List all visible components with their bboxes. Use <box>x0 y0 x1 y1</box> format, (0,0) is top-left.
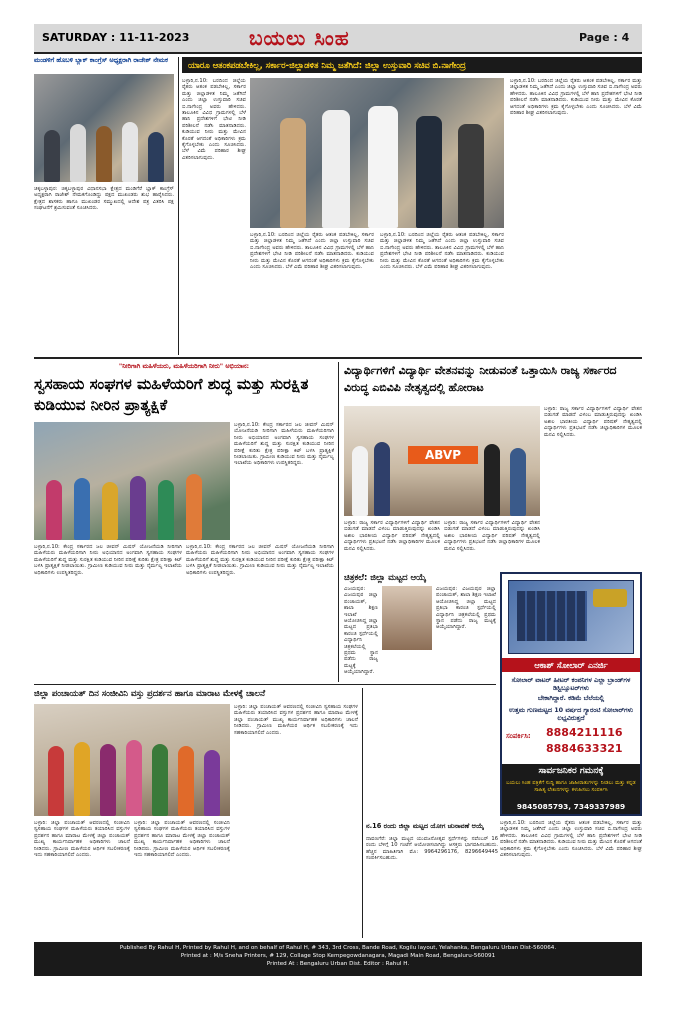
solar-advertisement <box>500 572 642 816</box>
water-body-col2: ಬಳ್ಳಾರಿ,ನ.10: ಕೇಂದ್ರ ಸರ್ಕಾರದ ಜಲ ಜೀವನ್ ಮಿಷನ್ ಯೋಜನೆಯಡಿ ನೀರಿಗಾಗಿ ಮಹಿಳೆಯರು ಮಹಿಳೆಯರಿಗಾಗಿ ನೀರು ಅಭಿಯಾನದ ಅಂಗವಾಗಿ ಸ್ವಸಹಾಯ ಸಂಘಗಳ ಮಹಿಳೆಯರಿಗೆ ಶುದ್ಧ ಮತ್ತು ಸುರಕ್ಷಿತ ಕುಡಿಯುವ ನೀರಿನ ಪರೀಕ್ಷೆ ಕುರಿತು ಕ್ಷೇತ್ರ ಪರೀಕ್ಷಾ ಕಿಟ್ ಬಳಸಿ ಪ್ರಾತ್ಯಕ್ಷಿಕೆ ನೀಡಲಾಯಿತು. ಗ್ರಾಮೀಣ ಕುಡಿಯುವ ನೀರು ಮತ್ತು ನೈರ್ಮಲ್ಯ ಇಲಾಖೆಯ ಅಧಿಕಾರಿಗಳು ಉಪಸ್ಥಿತರಿದ್ದರು. <box>34 544 182 576</box>
vote-headline: ನ.16 ರಂದು ಜಿಲ್ಲಾ ಮಟ್ಟದ ಯೋಗ ಚುನಾವಣೆ ಆಯ್ಕೆ <box>366 822 484 830</box>
water-headline: ಸ್ವಸಹಾಯ ಸಂಘಗಳ ಮಹಿಳೆಯರಿಗೆ ಶುದ್ಧ ಮತ್ತು ಸುರಕ್ಷಿತ ಕುಡಿಯುವ ನೀರಿನ ಪ್ರಾತ್ಯಕ್ಷಿಕೆ <box>34 375 309 414</box>
column-divider <box>362 688 363 938</box>
vote-headline-box <box>366 822 498 834</box>
solar-phone2: 8884633321 <box>546 742 623 755</box>
abvp-banner: ABVP <box>408 446 478 464</box>
protest-body-col3: ಬಳ್ಳಾರಿ: ರಾಜ್ಯ ಸರ್ಕಾರ ವಿದ್ಯಾರ್ಥಿಗಳಿಗೆ ವಿದ್ಯಾರ್ಥಿ ವೇತನ ಬಿಡುಗಡೆ ಮಾಡದೆ ವಿಳಂಬ ಮಾಡುತ್ತಿರುವುದನ್ನು ಖಂಡಿಸಿ ಅಖಿಲ ಭಾರತೀಯ ವಿದ್ಯಾರ್ಥಿ ಪರಿಷತ್ ನೇತೃತ್ವದಲ್ಲಿ ವಿದ್ಯಾರ್ಥಿಗಳು ಪ್ರತಿಭಟನೆ ನಡೆಸಿ ಜಿಲ್ಲಾಧಿಕಾರಿಗಳ ಮೂಲಕ ಮನವಿ ಸಲ್ಲಿಸಿದರು. <box>444 520 540 552</box>
left-top-body: ಚಿಕ್ಕಬಳ್ಳಾಪುರ: ಚಿಕ್ಕಬಳ್ಳಾಪುರ ವಿಧಾನಸಭಾ ಕ್ಷೇತ್ರದ ಮಂಡಿಗೆರೆ ಬ್ಲಾಕ್ ಕಾಂಗ್ರೆಸ್ ಅಧ್ಯಕ್ಷರಾಗಿ ರಾಜೇಶ್ ನೇಮಕಗೊಂಡಿದ್ದು ಪಕ್ಷದ ಮುಖಂಡರು ಶುಭ ಹಾರೈಸಿದರು. ಕ್ಷೇತ್ರದ ಶಾಸಕರು ಹಾಗೂ ಮುಖಂಡರ ಸಮ್ಮುಖದಲ್ಲಿ ಆದೇಶ ಪತ್ರ ವಿತರಿಸಿ ಪಕ್ಷ ಸಂಘಟನೆಗೆ ಶ್ರಮಿಸುವಂತೆ ಸೂಚಿಸಿದರು. <box>34 186 174 212</box>
zp-headline-box <box>34 688 494 700</box>
solar-line3: ಉತ್ತಮ ಗುಣಮಟ್ಟದ 10 ವರ್ಷದ ಗ್ಯಾರಂಟಿ ಸೋಲಾರ್‌ಗಳು ಲಭ್ಯವಿರುತ್ತದೆ <box>508 706 634 722</box>
section-divider <box>34 357 642 359</box>
solar-phone1: 8884211116 <box>546 726 623 739</box>
zp-headline: ಜಿಲ್ಲಾ ಪಂಚಾಯತ್ ದಿನ ಸಂಜೀವಿನಿ ವಸ್ತು ಪ್ರದರ್ಶನ ಹಾಗೂ ಮಾರಾಟ ಮೇಳಕ್ಕೆ ಚಾಲನೆ <box>34 688 266 698</box>
zp-body-col2: ಬಳ್ಳಾರಿ: ಜಿಲ್ಲಾ ಪಂಚಾಯತ್ ಆವರಣದಲ್ಲಿ ಸಂಜೀವಿನಿ ಸ್ವಸಹಾಯ ಸಂಘಗಳ ಮಹಿಳೆಯರು ತಯಾರಿಸಿದ ವಸ್ತುಗಳ ಪ್ರದರ್ಶನ ಹಾಗೂ ಮಾರಾಟ ಮೇಳಕ್ಕೆ ಜಿಲ್ಲಾ ಪಂಚಾಯತ್ ಮುಖ್ಯ ಕಾರ್ಯನಿರ್ವಾಹಕ ಅಧಿಕಾರಿಗಳು ಚಾಲನೆ ನೀಡಿದರು. ಗ್ರಾಮೀಣ ಮಹಿಳೆಯರ ಆರ್ಥಿಕ ಸಬಲೀಕರಣಕ್ಕೆ ಇದು ಸಹಕಾರಿಯಾಗಲಿದೆ ಎಂದರು. <box>34 820 130 859</box>
protest-photo <box>344 406 540 516</box>
chess-headline: ಚಿತ್ರಕಲೆ: ಜಿಲ್ಲಾ ಮಟ್ಟದ ಆಯ್ಕೆ <box>344 572 427 582</box>
newspaper-page <box>34 24 642 976</box>
imprint-footer <box>34 942 642 976</box>
imprint-line3: Printed At : Bengaluru Urban Dist. Editor : Rahul H. <box>266 961 410 967</box>
water-body-col3: ಬಳ್ಳಾರಿ,ನ.10: ಕೇಂದ್ರ ಸರ್ಕಾರದ ಜಲ ಜೀವನ್ ಮಿಷನ್ ಯೋಜನೆಯಡಿ ನೀರಿಗಾಗಿ ಮಹಿಳೆಯರು ಮಹಿಳೆಯರಿಗಾಗಿ ನೀರು ಅಭಿಯಾನದ ಅಂಗವಾಗಿ ಸ್ವಸಹಾಯ ಸಂಘಗಳ ಮಹಿಳೆಯರಿಗೆ ಶುದ್ಧ ಮತ್ತು ಸುರಕ್ಷಿತ ಕುಡಿಯುವ ನೀರಿನ ಪರೀಕ್ಷೆ ಕುರಿತು ಕ್ಷೇತ್ರ ಪರೀಕ್ಷಾ ಕಿಟ್ ಬಳಸಿ ಪ್ರಾತ್ಯಕ್ಷಿಕೆ ನೀಡಲಾಯಿತು. ಗ್ರಾಮೀಣ ಕುಡಿಯುವ ನೀರು ಮತ್ತು ನೈರ್ಮಲ್ಯ ಇಲಾಖೆಯ ಅಧಿಕಾರಿಗಳು ಉಪಸ್ಥಿತರಿದ್ದರು. <box>186 544 334 576</box>
notice-title: ಸಾರ್ವಜನಿಕರ ಗಮನಕ್ಕೆ <box>538 766 604 776</box>
left-top-headline: ಮಂಡಳಿಗೆ ಹೊಬಳಿ ಬ್ಲಾಕ್ ಕಾಂಗ್ರೆಸ್ ಅಧ್ಯಕ್ಷರಾಗಿ ರಾಜೇಶ್ ನೇಮಕ <box>34 56 168 64</box>
imprint-line1: Published By Rahul H, Printed by Rahul H, and on behalf of Rahul H, # 343, 3rd Cross, Bande Road, Kogilu layout, Yelahanka, Bengaluru Urban Dist-560064. <box>119 945 557 951</box>
solar-line2: ಬೇಕಾಗಿದ್ದಾರೆ. ಕಡಿಮೆ ಬೆಲೆಯಲ್ಲಿ <box>537 694 605 702</box>
public-notice <box>502 764 640 814</box>
zp-body-col3: ಬಳ್ಳಾರಿ: ಜಿಲ್ಲಾ ಪಂಚಾಯತ್ ಆವರಣದಲ್ಲಿ ಸಂಜೀವಿನಿ ಸ್ವಸಹಾಯ ಸಂಘಗಳ ಮಹಿಳೆಯರು ತಯಾರಿಸಿದ ವಸ್ತುಗಳ ಪ್ರದರ್ಶನ ಹಾಗೂ ಮಾರಾಟ ಮೇಳಕ್ಕೆ ಜಿಲ್ಲಾ ಪಂಚಾಯತ್ ಮುಖ್ಯ ಕಾರ್ಯನಿರ್ವಾಹಕ ಅಧಿಕಾರಿಗಳು ಚಾಲನೆ ನೀಡಿದರು. ಗ್ರಾಮೀಣ ಮಹಿಳೆಯರ ಆರ್ಥಿಕ ಸಬಲೀಕರಣಕ್ಕೆ ಇದು ಸಹಕಾರಿಯಾಗಲಿದೆ ಎಂದರು. <box>134 820 230 859</box>
protest-body-col1: ಬಳ್ಳಾರಿ: ರಾಜ್ಯ ಸರ್ಕಾರ ವಿದ್ಯಾರ್ಥಿಗಳಿಗೆ ವಿದ್ಯಾರ್ಥಿ ವೇತನ ಬಿಡುಗಡೆ ಮಾಡದೆ ವಿಳಂಬ ಮಾಡುತ್ತಿರುವುದನ್ನು ಖಂಡಿಸಿ ಅಖಿಲ ಭಾರತೀಯ ವಿದ್ಯಾರ್ಥಿ ಪರಿಷತ್ ನೇತೃತ್ವದಲ್ಲಿ ವಿದ್ಯಾರ್ಥಿಗಳು ಪ್ರತಿಭಟನೆ ನಡೆಸಿ ಜಿಲ್ಲಾಧಿಕಾರಿಗಳ ಮೂಲಕ ಮನವಿ ಸಲ್ಲಿಸಿದರು. <box>544 406 642 438</box>
water-kicker-box <box>34 362 334 372</box>
lead-body-col2: ಬಳ್ಳಾರಿ,ನ.10: ಬರದಿಂದ ಜಿಲ್ಲೆಯ ರೈತರು ಆತಂಕ ಪಡಬೇಕಿಲ್ಲ, ಸರ್ಕಾರ ಮತ್ತು ಜಿಲ್ಲಾಡಳಿತ ನಿಮ್ಮ ಜತೆಗಿದೆ ಎಂದು ಜಿಲ್ಲಾ ಉಸ್ತುವಾರಿ ಸಚಿವ ಬಿ.ನಾಗೇಂದ್ರ ಅವರು ಹೇಳಿದರು. ತಾಲೂಕಿನ ವಿವಿಧ ಗ್ರಾಮಗಳಲ್ಲಿ ಬೆಳೆ ಹಾನಿ ಪ್ರದೇಶಗಳಿಗೆ ಭೇಟಿ ನೀಡಿ ಪರಿಶೀಲನೆ ನಡೆಸಿ ಮಾತನಾಡಿದರು. ಕುಡಿಯುವ ನೀರು ಮತ್ತು ಮೇವಿನ ಕೊರತೆ ಆಗದಂತೆ ಅಧಿಕಾರಿಗಳು ಕ್ರಮ ಕೈಗೊಳ್ಳಬೇಕು ಎಂದು ಸೂಚಿಸಿದರು. ಬೆಳೆ ವಿಮೆ ಪರಿಹಾರ ಶೀಘ್ರ ವಿತರಿಸಲಾಗುವುದು. <box>250 232 374 271</box>
solar-panel-icon <box>517 591 587 641</box>
chess-body-col2: ವಿಜಯಪುರ: ವಿಜಯಪುರ ಜಿಲ್ಲಾ ಪಂಚಾಯತ್, ಶಾಲಾ ಶಿಕ್ಷಣ ಇಲಾಖೆ ಆಯೋಜಿಸಿದ್ದ ಜಿಲ್ಲಾ ಮಟ್ಟದ ಪ್ರತಿಭಾ ಕಾರಂಜಿ ಸ್ಪರ್ಧೆಯಲ್ಲಿ ವಿದ್ಯಾರ್ಥಿನಿ ಚಿತ್ರಕಲೆಯಲ್ಲಿ ಪ್ರಥಮ ಸ್ಥಾನ ಪಡೆದು ರಾಜ್ಯ ಮಟ್ಟಕ್ಕೆ ಆಯ್ಕೆಯಾಗಿದ್ದಾರೆ. <box>436 586 496 631</box>
newspaper-title: ಬಯಲು ಸಿಂಹ <box>249 26 350 50</box>
solar-contact-label: ಸಂಪರ್ಕಿಸಿ: <box>506 732 531 740</box>
lead-body-col4: ಬಳ್ಳಾರಿ,ನ.10: ಬರದಿಂದ ಜಿಲ್ಲೆಯ ರೈತರು ಆತಂಕ ಪಡಬೇಕಿಲ್ಲ, ಸರ್ಕಾರ ಮತ್ತು ಜಿಲ್ಲಾಡಳಿತ ನಿಮ್ಮ ಜತೆಗಿದೆ ಎಂದು ಜಿಲ್ಲಾ ಉಸ್ತುವಾರಿ ಸಚಿವ ಬಿ.ನಾಗೇಂದ್ರ ಅವರು ಹೇಳಿದರು. ತಾಲೂಕಿನ ವಿವಿಧ ಗ್ರಾಮಗಳಲ್ಲಿ ಬೆಳೆ ಹಾನಿ ಪ್ರದೇಶಗಳಿಗೆ ಭೇಟಿ ನೀಡಿ ಪರಿಶೀಲನೆ ನಡೆಸಿ ಮಾತನಾಡಿದರು. ಕುಡಿಯುವ ನೀರು ಮತ್ತು ಮೇವಿನ ಕೊರತೆ ಆಗದಂತೆ ಅಧಿಕಾರಿಗಳು ಕ್ರಮ ಕೈಗೊಳ್ಳಬೇಕು ಎಂದು ಸೂಚಿಸಿದರು. ಬೆಳೆ ವಿಮೆ ಪರಿಹಾರ ಶೀಘ್ರ ವಿತರಿಸಲಾಗುವುದು. <box>510 78 642 117</box>
chess-photo <box>382 586 432 650</box>
lead-body-col3: ಬಳ್ಳಾರಿ,ನ.10: ಬರದಿಂದ ಜಿಲ್ಲೆಯ ರೈತರು ಆತಂಕ ಪಡಬೇಕಿಲ್ಲ, ಸರ್ಕಾರ ಮತ್ತು ಜಿಲ್ಲಾಡಳಿತ ನಿಮ್ಮ ಜತೆಗಿದೆ ಎಂದು ಜಿಲ್ಲಾ ಉಸ್ತುವಾರಿ ಸಚಿವ ಬಿ.ನಾಗೇಂದ್ರ ಅವರು ಹೇಳಿದರು. ತಾಲೂಕಿನ ವಿವಿಧ ಗ್ರಾಮಗಳಲ್ಲಿ ಬೆಳೆ ಹಾನಿ ಪ್ರದೇಶಗಳಿಗೆ ಭೇಟಿ ನೀಡಿ ಪರಿಶೀಲನೆ ನಡೆಸಿ ಮಾತನಾಡಿದರು. ಕುಡಿಯುವ ನೀರು ಮತ್ತು ಮೇವಿನ ಕೊರತೆ ಆಗದಂತೆ ಅಧಿಕಾರಿಗಳು ಕ್ರಮ ಕೈಗೊಳ್ಳಬೇಕು ಎಂದು ಸೂಚಿಸಿದರು. ಬೆಳೆ ವಿಮೆ ಪರಿಹಾರ ಶೀಘ್ರ ವಿತರಿಸಲಾಗುವುದು. <box>380 232 504 271</box>
solar-line1: ಸೋಲಾರ್ ವಾಟರ್ ಹೀಟರ್ ಕಂಪನಿಗಳ ಎಲ್ಲಾ ಬ್ರಾಂಡ್‌ಗಳ ಡಿಸ್ಟ್ರಿಬ್ಯೂಟರ್‌ಗಳು <box>511 676 631 692</box>
notice-phones: 9845085793, 7349337989 <box>516 802 626 811</box>
issue-date: SATURDAY : 11-11-2023 <box>42 31 190 44</box>
lead-body-col1: ಬಳ್ಳಾರಿ,ನ.10: ಬರದಿಂದ ಜಿಲ್ಲೆಯ ರೈತರು ಆತಂಕ ಪಡಬೇಕಿಲ್ಲ, ಸರ್ಕಾರ ಮತ್ತು ಜಿಲ್ಲಾಡಳಿತ ನಿಮ್ಮ ಜತೆಗಿದೆ ಎಂದು ಜಿಲ್ಲಾ ಉಸ್ತುವಾರಿ ಸಚಿವ ಬಿ.ನಾಗೇಂದ್ರ ಅವರು ಹೇಳಿದರು. ತಾಲೂಕಿನ ವಿವಿಧ ಗ್ರಾಮಗಳಲ್ಲಿ ಬೆಳೆ ಹಾನಿ ಪ್ರದೇಶಗಳಿಗೆ ಭೇಟಿ ನೀಡಿ ಪರಿಶೀಲನೆ ನಡೆಸಿ ಮಾತನಾಡಿದರು. ಕುಡಿಯುವ ನೀರು ಮತ್ತು ಮೇವಿನ ಕೊರತೆ ಆಗದಂತೆ ಅಧಿಕಾರಿಗಳು ಕ್ರಮ ಕೈಗೊಳ್ಳಬೇಕು ಎಂದು ಸೂಚಿಸಿದರು. ಬೆಳೆ ವಿಮೆ ಪರಿಹಾರ ಶೀಘ್ರ ವಿತರಿಸಲಾಗುವುದು. <box>182 78 246 161</box>
protest-headline: ವಿದ್ಯಾರ್ಥಿಗಳಿಗೆ ವಿದ್ಯಾರ್ಥಿ ವೇತನವನ್ನು ನೀಡುವಂತೆ ಒತ್ತಾಯಿಸಿ ರಾಜ್ಯ ಸರ್ಕಾರದ ವಿರುದ್ಧ ಎಬಿವಿಪಿ ನೇತೃತ್ವದಲ್ಲಿ ಹೋರಾಟ <box>344 364 617 394</box>
masthead <box>34 24 642 54</box>
right-bottom-text: ಬಳ್ಳಾರಿ,ನ.10: ಬರದಿಂದ ಜಿಲ್ಲೆಯ ರೈತರು ಆತಂಕ ಪಡಬೇಕಿಲ್ಲ, ಸರ್ಕಾರ ಮತ್ತು ಜಿಲ್ಲಾಡಳಿತ ನಿಮ್ಮ ಜತೆಗಿದೆ ಎಂದು ಜಿಲ್ಲಾ ಉಸ್ತುವಾರಿ ಸಚಿವ ಬಿ.ನಾಗೇಂದ್ರ ಅವರು ಹೇಳಿದರು. ತಾಲೂಕಿನ ವಿವಿಧ ಗ್ರಾಮಗಳಲ್ಲಿ ಬೆಳೆ ಹಾನಿ ಪ್ರದೇಶಗಳಿಗೆ ಭೇಟಿ ನೀಡಿ ಪರಿಶೀಲನೆ ನಡೆಸಿ ಮಾತನಾಡಿದರು. ಕುಡಿಯುವ ನೀರು ಮತ್ತು ಮೇವಿನ ಕೊರತೆ ಆಗದಂತೆ ಅಧಿಕಾರಿಗಳು ಕ್ರಮ ಕೈಗೊಳ್ಳಬೇಕು ಎಂದು ಸೂಚಿಸಿದರು. ಬೆಳೆ ವಿಮೆ ಪರಿಹಾರ ಶೀಘ್ರ ವಿತರಿಸಲಾಗುವುದು. <box>500 820 642 859</box>
section-divider <box>34 684 496 685</box>
lead-headline: ಯಾರೂ ಆತಂಕಪಡಬೇಕಿಲ್ಲ, ಸರ್ಕಾರ-ಜಿಲ್ಲಾಡಳಿತ ನಿಮ್ಮ ಜತೆಗಿದೆ: ಜಿಲ್ಲಾ ಉಸ್ತುವಾರಿ ಸಚಿವ ಬಿ.ನಾಗೇಂದ್ರ <box>182 57 642 73</box>
column-divider <box>178 57 179 355</box>
solar-tank-icon <box>593 589 627 607</box>
lead-photo <box>250 78 504 228</box>
zp-body-col1: ಬಳ್ಳಾರಿ: ಜಿಲ್ಲಾ ಪಂಚಾಯತ್ ಆವರಣದಲ್ಲಿ ಸಂಜೀವಿನಿ ಸ್ವಸಹಾಯ ಸಂಘಗಳ ಮಹಿಳೆಯರು ತಯಾರಿಸಿದ ವಸ್ತುಗಳ ಪ್ರದರ್ಶನ ಹಾಗೂ ಮಾರಾಟ ಮೇಳಕ್ಕೆ ಜಿಲ್ಲಾ ಪಂಚಾಯತ್ ಮುಖ್ಯ ಕಾರ್ಯನಿರ್ವಾಹಕ ಅಧಿಕಾರಿಗಳು ಚಾಲನೆ ನೀಡಿದರು. ಗ್ರಾಮೀಣ ಮಹಿಳೆಯರ ಆರ್ಥಿಕ ಸಬಲೀಕರಣಕ್ಕೆ ಇದು ಸಹಕಾರಿಯಾಗಲಿದೆ ಎಂದರು. <box>234 704 358 736</box>
protest-body-col2: ಬಳ್ಳಾರಿ: ರಾಜ್ಯ ಸರ್ಕಾರ ವಿದ್ಯಾರ್ಥಿಗಳಿಗೆ ವಿದ್ಯಾರ್ಥಿ ವೇತನ ಬಿಡುಗಡೆ ಮಾಡದೆ ವಿಳಂಬ ಮಾಡುತ್ತಿರುವುದನ್ನು ಖಂಡಿಸಿ ಅಖಿಲ ಭಾರತೀಯ ವಿದ್ಯಾರ್ಥಿ ಪರಿಷತ್ ನೇತೃತ್ವದಲ್ಲಿ ವಿದ್ಯಾರ್ಥಿಗಳು ಪ್ರತಿಭಟನೆ ನಡೆಸಿ ಜಿಲ್ಲಾಧಿಕಾರಿಗಳ ಮೂಲಕ ಮನವಿ ಸಲ್ಲಿಸಿದರು. <box>344 520 440 552</box>
imprint-line2: Printed at : M/s Sneha Printers, # 129, Collage Stop Kempegowdanagara, Magadi Main Road, Bengaluru-560091 <box>180 953 496 959</box>
column-divider <box>338 362 339 682</box>
left-top-headline-box <box>34 57 174 69</box>
water-kicker: "ನೀರಿಗಾಗಿ ಮಹಿಳೆಯರು, ಮಹಿಳೆಯರಿಗಾಗಿ ನೀರು" ಅಭಿಯಾನ: <box>118 362 250 370</box>
water-body-col1: ಬಳ್ಳಾರಿ,ನ.10: ಕೇಂದ್ರ ಸರ್ಕಾರದ ಜಲ ಜೀವನ್ ಮಿಷನ್ ಯೋಜನೆಯಡಿ ನೀರಿಗಾಗಿ ಮಹಿಳೆಯರು ಮಹಿಳೆಯರಿಗಾಗಿ ನೀರು ಅಭಿಯಾನದ ಅಂಗವಾಗಿ ಸ್ವಸಹಾಯ ಸಂಘಗಳ ಮಹಿಳೆಯರಿಗೆ ಶುದ್ಧ ಮತ್ತು ಸುರಕ್ಷಿತ ಕುಡಿಯುವ ನೀರಿನ ಪರೀಕ್ಷೆ ಕುರಿತು ಕ್ಷೇತ್ರ ಪರೀಕ್ಷಾ ಕಿಟ್ ಬಳಸಿ ಪ್ರಾತ್ಯಕ್ಷಿಕೆ ನೀಡಲಾಯಿತು. ಗ್ರಾಮೀಣ ಕುಡಿಯುವ ನೀರು ಮತ್ತು ನೈರ್ಮಲ್ಯ ಇಲಾಖೆಯ ಅಧಿಕಾರಿಗಳು ಉಪಸ್ಥಿತರಿದ್ದರು. <box>234 422 334 467</box>
page-number: Page : 4 <box>579 31 630 44</box>
zp-photo <box>34 704 230 816</box>
vote-body: ದಾವಣಗೆರೆ: ಜಿಲ್ಲಾ ಮಟ್ಟದ ಯುವಜನೋತ್ಸವ ಸ್ಪರ್ಧೆಗಳನ್ನು ನವೆಂಬರ್ 16 ರಂದು ಬೆಳಿಗ್ಗೆ 10 ಗಂಟೆಗೆ ಆಯೋಜಿಸಲಾಗಿದ್ದು ಆಸಕ್ತರು ಭಾಗವಹಿಸಬಹುದು. ಹೆಚ್ಚಿನ ಮಾಹಿತಿಗಾಗಿ ಮೊ: 9964296176, 8296649445 ಸಂಪರ್ಕಿಸಬಹುದು. <box>366 836 498 862</box>
water-photo <box>34 422 230 540</box>
solar-brand: ಆಕಾಶ್ ಸೋಲಾರ್ ಎನರ್ಜಿ <box>502 658 640 672</box>
chess-body-col1: ವಿಜಯಪುರ: ವಿಜಯಪುರ ಜಿಲ್ಲಾ ಪಂಚಾಯತ್, ಶಾಲಾ ಶಿಕ್ಷಣ ಇಲಾಖೆ ಆಯೋಜಿಸಿದ್ದ ಜಿಲ್ಲಾ ಮಟ್ಟದ ಪ್ರತಿಭಾ ಕಾರಂಜಿ ಸ್ಪರ್ಧೆಯಲ್ಲಿ ವಿದ್ಯಾರ್ಥಿನಿ ಚಿತ್ರಕಲೆಯಲ್ಲಿ ಪ್ರಥಮ ಸ್ಥಾನ ಪಡೆದು ರಾಜ್ಯ ಮಟ್ಟಕ್ಕೆ ಆಯ್ಕೆಯಾಗಿದ್ದಾರೆ. <box>344 586 378 676</box>
notice-body: ಬಯಲು ಸಿಂಹ ಪತ್ರಿಕೆಗೆ ಸುದ್ದಿ ಹಾಗೂ ಜಾಹೀರಾತುಗಳನ್ನು ನೀಡಲು ಮತ್ತು ಕನ್ನಡ ಸಾಹಿತ್ಯ ಲೇಖನಗಳನ್ನು ಕಳುಹಿಸಲು ಸಂಪರ್ಕಿಸಿ <box>506 780 636 793</box>
chess-headline-box <box>344 572 494 584</box>
left-top-photo <box>34 74 174 182</box>
solar-panel-image <box>508 580 634 654</box>
